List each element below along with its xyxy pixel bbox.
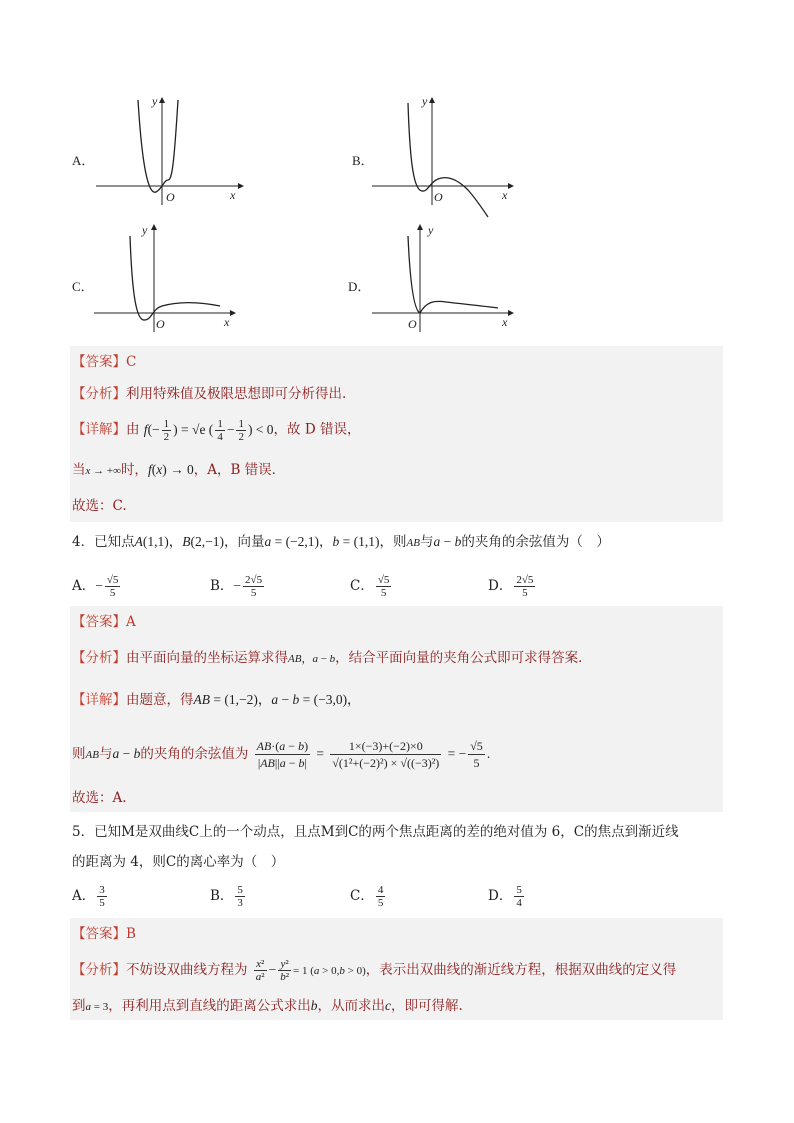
q5-analysis-line-2: 到a = 3，再利用点到直线的距离公式求出b，从而求出c，即可得解. bbox=[72, 998, 463, 1014]
q4-option-c[interactable]: C． $\frac{√5}{5}$ bbox=[350, 574, 390, 599]
q4-option-a[interactable]: A．− $\frac{√5}{5}$ bbox=[72, 574, 119, 599]
graph-c-y-label: y bbox=[142, 223, 148, 237]
q5-stem-1: 5．已知M是双曲线C上的一个动点，且点M到C的两个焦点距离的差的绝对值为 6，C的焦点到渐近线 bbox=[72, 824, 679, 840]
q5-option-a[interactable]: A． $\frac{3}{5}$ bbox=[72, 884, 105, 909]
q4-option-b[interactable]: B．− $\frac{2√5}{5}$ bbox=[210, 574, 263, 599]
q3-choose-line: 故选：C. bbox=[72, 498, 127, 514]
graph-b-origin: O bbox=[434, 190, 443, 204]
q4-answer: A bbox=[126, 614, 136, 630]
graph-d-y-label: y bbox=[428, 223, 434, 237]
graph-d-x-label: x bbox=[502, 315, 508, 329]
graph-a-x-label: x bbox=[230, 188, 236, 202]
option-b-label: B． bbox=[352, 153, 374, 168]
graph-a-y-label: y bbox=[152, 95, 158, 108]
q4-stem: 4．已知点A(1,1)，B(2,−1)，向量a = (−2,1)，b = (1,1)，则AB与a − b的夹角的余弦值为（ ） bbox=[72, 534, 610, 550]
option-d-label: D． bbox=[348, 279, 371, 294]
q3-analysis-line bbox=[72, 384, 346, 404]
q5-answer-line: 【答案】B bbox=[72, 926, 136, 942]
graph-b-x-label: x bbox=[502, 188, 508, 202]
graph-c-x-label: x bbox=[224, 315, 230, 329]
q4-choose-line: 故选：A. bbox=[72, 790, 127, 806]
q4-answer-line: 【答案】A bbox=[72, 614, 136, 630]
q5-option-d[interactable]: D． $\frac{5}{4}$ bbox=[488, 884, 522, 909]
answer-tag: 【答案】 bbox=[72, 354, 126, 370]
q5-option-c[interactable]: C． $\frac{4}{5}$ bbox=[350, 884, 384, 909]
graph-b bbox=[368, 95, 528, 225]
graph-d-origin: O bbox=[408, 317, 417, 331]
graph-b-y-label: y bbox=[422, 95, 428, 108]
q3-detail-line: 【详解】由 f(− $\frac{1}{2}$ ) = √e ( $\frac{1}{4}$ − $\frac{1}{2}$ ) < 0，故 D 错误， bbox=[72, 418, 361, 443]
q3-answer: C bbox=[126, 354, 137, 370]
graph-c-origin: O bbox=[156, 317, 165, 331]
q4-cos-line: 则AB与a − b的夹角的余弦值为 $\frac{AB\cdot(a - b)}{|AB||a - b|}$ = $\frac{1\times(-3)+(-2)\times 0}{\text{√(1²+(−2)²) × √((−3)²)}}$ = − $\frac{√5}{5}$ . bbox=[72, 739, 491, 770]
option-a-label: A． bbox=[72, 153, 95, 168]
detail-tag: 【详解】 bbox=[72, 421, 126, 438]
option-c-label: C． bbox=[72, 279, 94, 294]
q4-option-d[interactable]: D． $\frac{2√5}{5}$ bbox=[488, 574, 534, 599]
q5-analysis-line: 【分析】不妨设双曲线方程为 $\frac{\text{x²}}{\text{a²}}$ − $\frac{\text{y²}}{\text{b²}}$ = 1 (a > 0,b > 0)，表示出双曲线的渐近线方程，根据双曲线的定义得 bbox=[72, 958, 677, 983]
q3-limit-line: 当x → +∞时，f(x) → 0，A，B 错误． bbox=[72, 462, 286, 478]
analysis-tag: 【分析】 bbox=[72, 386, 126, 402]
q3-analysis: 利用特殊值及极限思想即可分析得出. bbox=[126, 386, 347, 402]
q5-stem-2: 的距离为 4，则C的离心率为（ ） bbox=[72, 854, 285, 870]
q3-formula: f(− $\frac{1}{2}$ ) = √e ( $\frac{1}{4}$ − $\frac{1}{2}$ ) < 0 bbox=[143, 418, 274, 443]
graph-a bbox=[90, 95, 250, 210]
q4-detail-line: 【详解】由题意，得AB = (1,−2)，a − b = (−3,0)， bbox=[72, 692, 361, 708]
q4-analysis-line: 【分析】由平面向量的坐标运算求得AB，a − b，结合平面向量的夹角公式即可求得答案． bbox=[72, 650, 592, 666]
q3-answer-line bbox=[72, 352, 136, 372]
graph-d bbox=[368, 222, 528, 337]
q5-option-b[interactable]: B． $\frac{5}{3}$ bbox=[210, 884, 243, 909]
graph-a-origin: O bbox=[166, 190, 175, 204]
q5-answer: B bbox=[126, 926, 136, 942]
graph-c bbox=[90, 222, 250, 337]
